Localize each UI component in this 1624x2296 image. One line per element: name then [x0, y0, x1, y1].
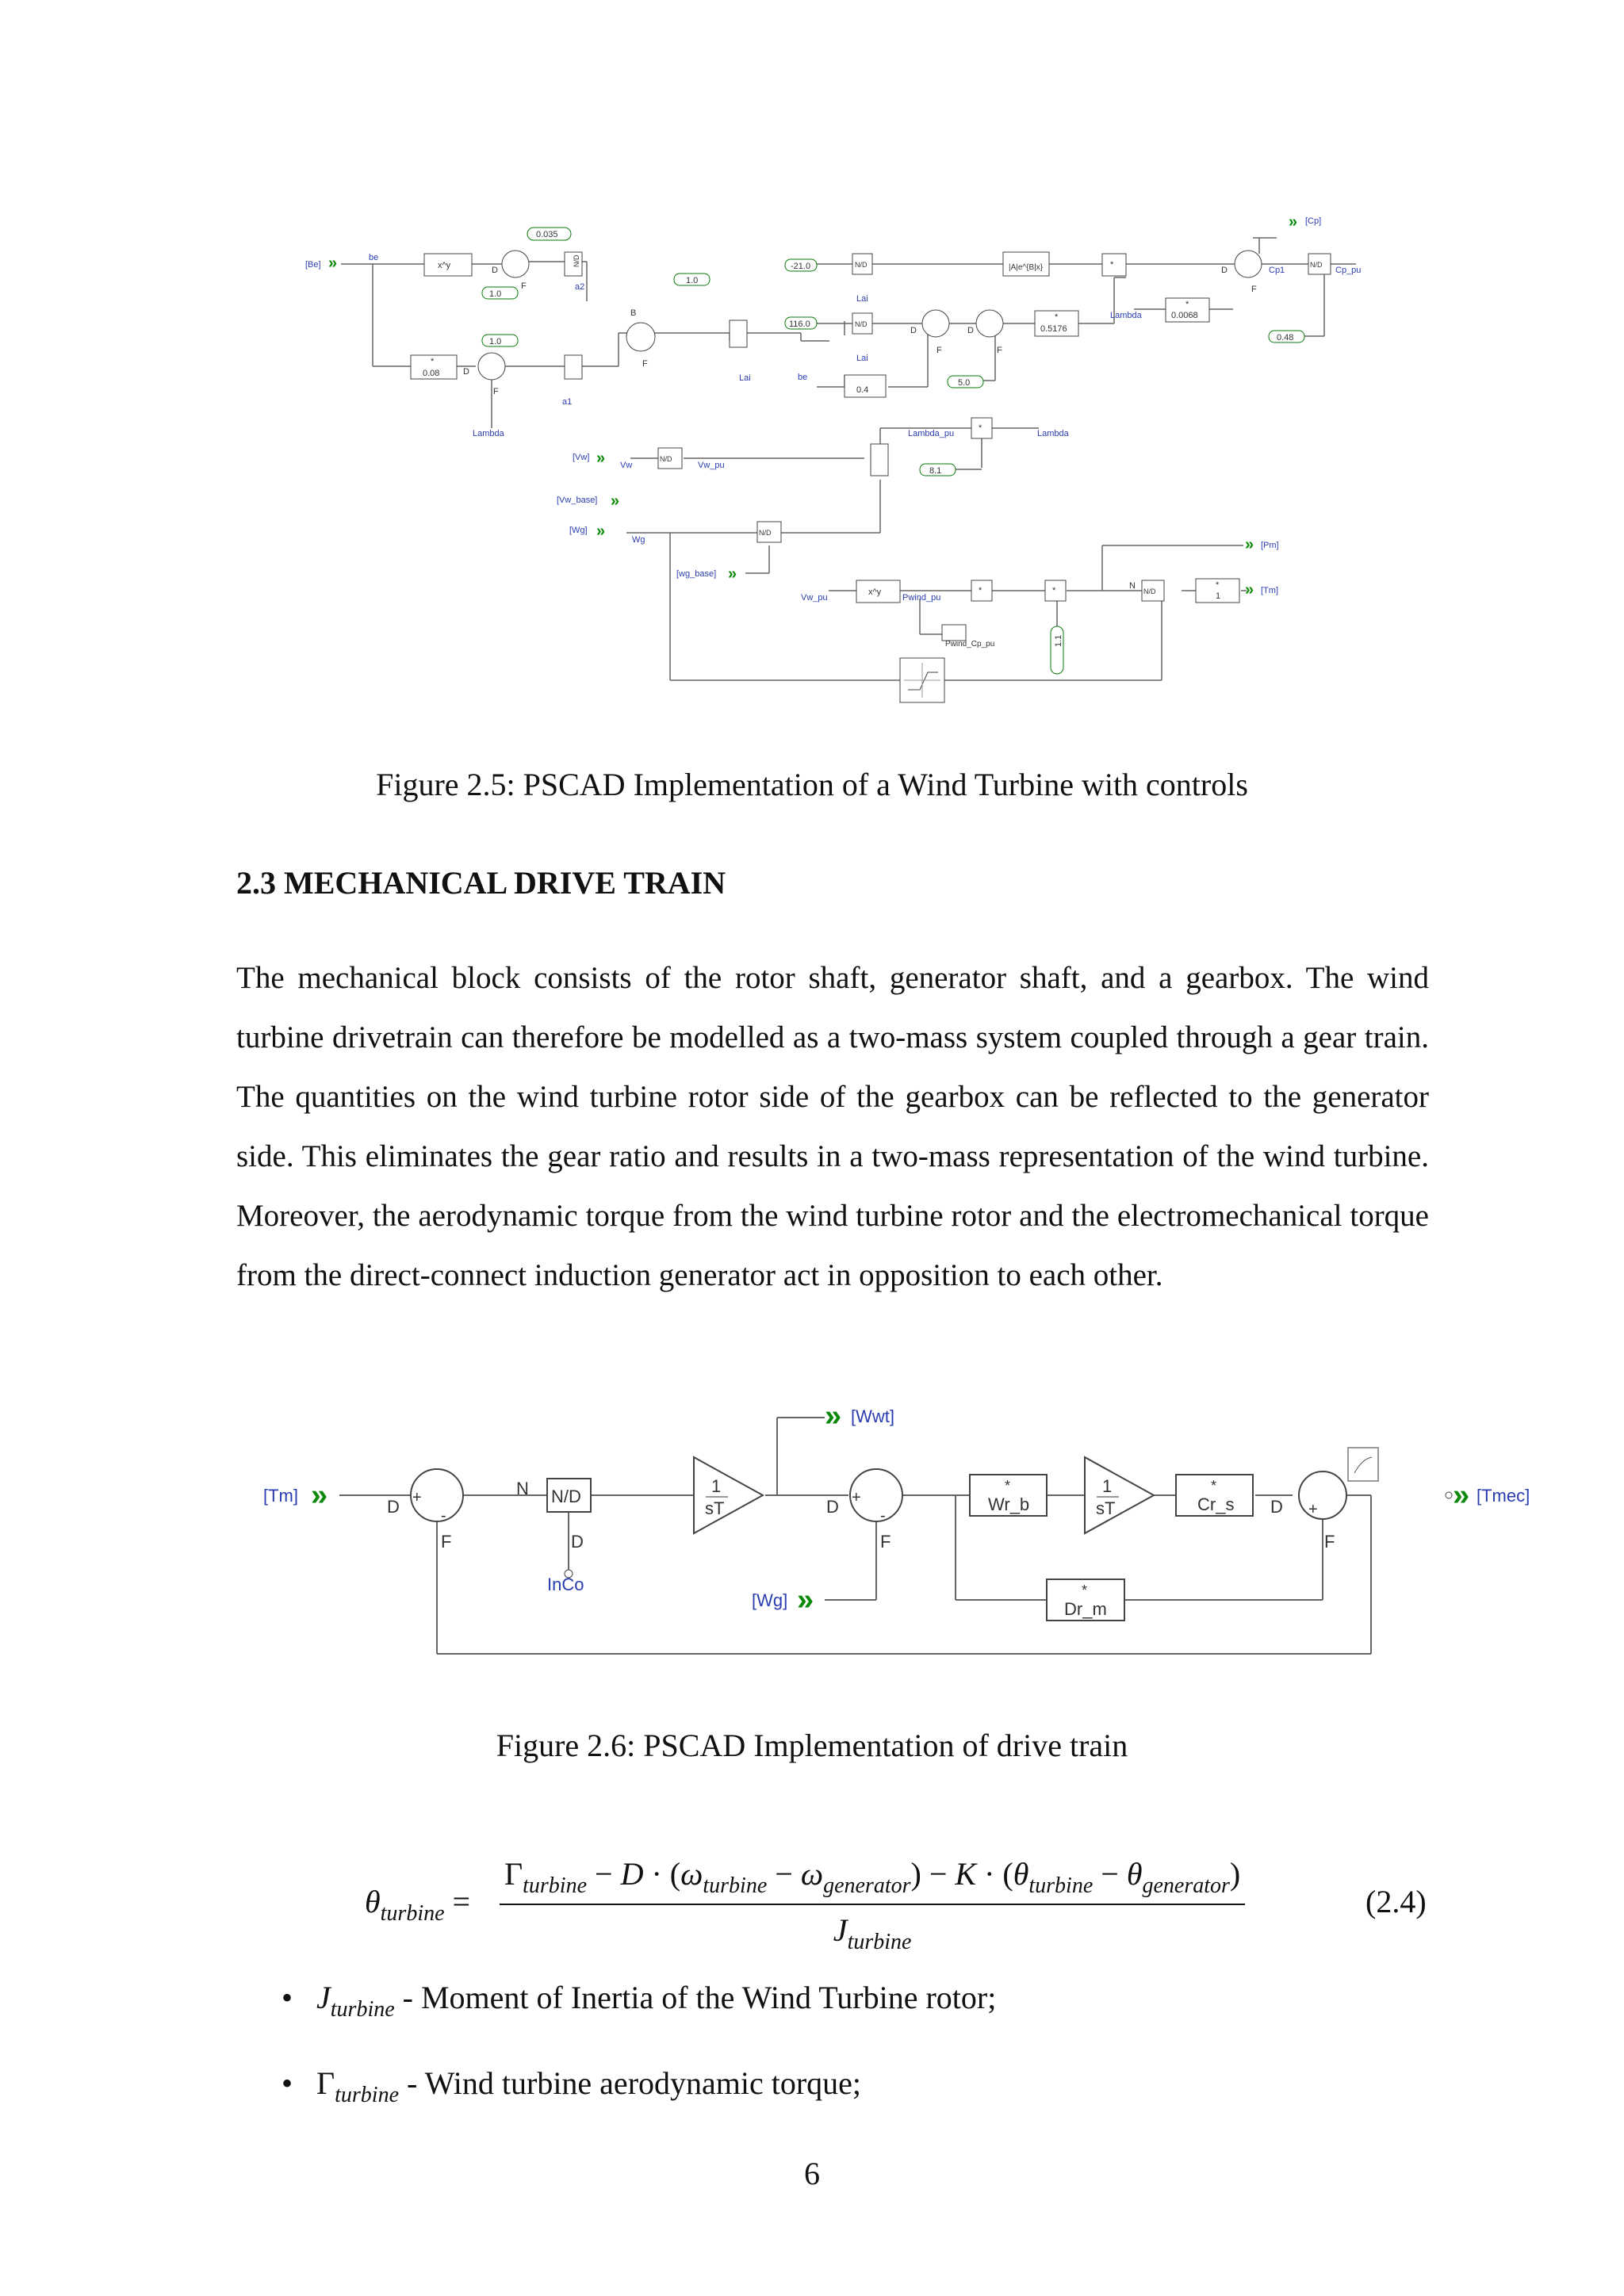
svg-text:D: D — [910, 326, 917, 335]
svg-text:N/D: N/D — [855, 261, 868, 269]
svg-text:[Vw]: [Vw] — [573, 453, 590, 462]
svg-text:*: * — [1055, 312, 1059, 322]
svg-text:D: D — [1221, 266, 1228, 275]
svg-text:D: D — [1270, 1497, 1283, 1517]
svg-text:N/D: N/D — [759, 529, 772, 537]
equation-number: (2.4) — [1365, 1884, 1427, 1919]
svg-text:N/D: N/D — [855, 320, 868, 328]
svg-text:*: * — [431, 357, 435, 366]
svg-text:1.1: 1.1 — [1054, 634, 1063, 647]
integrator-2 — [1085, 1457, 1154, 1533]
svg-text:Lai: Lai — [739, 373, 751, 383]
svg-text:»: » — [596, 450, 606, 467]
svg-text:F: F — [1324, 1532, 1335, 1552]
svg-text:*: * — [1185, 300, 1189, 309]
svg-text:F: F — [441, 1532, 452, 1552]
svg-text:a2: a2 — [575, 282, 585, 292]
equation-denominator: $J_{turbine}$ — [833, 1912, 912, 1954]
svg-text:N/D: N/D — [660, 455, 672, 463]
figure-2-6-caption: Figure 2.6: PSCAD Implementation of drive train — [496, 1728, 1128, 1763]
svg-text:be: be — [798, 373, 808, 382]
equation-2-4 — [365, 1855, 1435, 1958]
svg-text:D: D — [967, 326, 974, 335]
svg-text:*: * — [1052, 586, 1056, 595]
svg-text:x^y: x^y — [868, 587, 882, 597]
svg-text:»: » — [596, 522, 606, 540]
equation-lhs: $\theta_{turbine}$ = — [365, 1884, 471, 1926]
svg-text:D: D — [463, 367, 469, 377]
svg-text:1: 1 — [1216, 591, 1221, 601]
svg-text:*: * — [1110, 260, 1114, 270]
svg-text:+: + — [852, 1489, 861, 1506]
svg-text:Lambda: Lambda — [1037, 429, 1069, 438]
svg-text:Vw_pu: Vw_pu — [801, 593, 828, 603]
svg-text:Lai: Lai — [856, 354, 868, 363]
svg-text:*: * — [979, 423, 982, 433]
svg-text:F: F — [642, 359, 648, 369]
svg-text:1.0: 1.0 — [489, 289, 502, 299]
tm-input-tag: [Tm] — [263, 1486, 298, 1506]
svg-text:N/D: N/D — [1143, 587, 1156, 595]
bullet-dot-icon: • — [282, 1980, 293, 2015]
section-heading: 2.3 MECHANICAL DRIVE TRAIN — [236, 865, 726, 901]
svg-text:Cp_pu: Cp_pu — [1335, 266, 1362, 275]
svg-text:D: D — [571, 1532, 584, 1552]
svg-text:Dr_m: Dr_m — [1064, 1599, 1107, 1619]
const-neg21: -21.0 — [791, 262, 811, 271]
svg-text:Wr_b: Wr_b — [988, 1494, 1030, 1514]
svg-text:F: F — [880, 1532, 891, 1552]
svg-text:»: » — [1245, 536, 1254, 553]
wwt-arrow-icon: » — [825, 1399, 842, 1433]
svg-text:D: D — [826, 1497, 839, 1517]
const-008: 0.08 — [423, 369, 440, 378]
wwt-output-tag: [Wwt] — [851, 1406, 894, 1426]
svg-text:+: + — [412, 1489, 422, 1506]
meter-icon — [1348, 1448, 1378, 1481]
svg-text:Lai: Lai — [856, 294, 868, 304]
tmec-arrow-icon: » — [1453, 1479, 1470, 1512]
svg-text:*: * — [979, 586, 982, 595]
svg-text:0.5176: 0.5176 — [1040, 324, 1067, 334]
svg-text:Cr_s: Cr_s — [1197, 1494, 1235, 1514]
svg-text:F: F — [936, 346, 942, 355]
svg-text:»: » — [1245, 581, 1254, 599]
svg-text:-: - — [441, 1507, 446, 1525]
svg-text:N: N — [516, 1479, 529, 1498]
be-tag: [Be] — [305, 260, 321, 270]
svg-text:1.0: 1.0 — [686, 276, 699, 285]
svg-text:Pwind_pu: Pwind_pu — [902, 593, 941, 603]
svg-text:»: » — [1289, 213, 1298, 231]
svg-text:0.48: 0.48 — [1277, 333, 1294, 342]
svg-text:1.0: 1.0 — [489, 337, 502, 346]
svg-text:N/D: N/D — [573, 254, 580, 267]
svg-text:F: F — [997, 346, 1002, 355]
svg-text:Vw: Vw — [620, 461, 633, 470]
figure-drive-train-diagram — [254, 1395, 1554, 1665]
body-paragraph: The mechanical block consists of the rotor shaft, generator shaft, and a gearbox. The wind turbine drivetrain can therefore be modelled as a two-mass system coupled through a gear train. The quantities on the wind turbine rotor side of the gearbox can be reflected to the generator side. This eliminates the gear ratio and results in a two-mass representation of the wind turbine. Moreover, the aerodynamic torque from the wind turbine rotor and the electromechanical torque from the direct-connect induction generator act in opposition to each other. — [236, 961, 1429, 1292]
svg-text:[Vw_base]: [Vw_base] — [557, 496, 598, 505]
svg-text:N/D: N/D — [1310, 261, 1323, 269]
svg-text:N/D: N/D — [551, 1487, 581, 1506]
tmec-output-tag: [Tmec] — [1477, 1486, 1530, 1506]
page-number: 6 — [804, 2156, 820, 2191]
const-0035: 0.035 — [536, 230, 558, 239]
wg-input-tag: [Wg] — [752, 1590, 788, 1610]
svg-text:Wg: Wg — [632, 535, 645, 545]
svg-text:F: F — [521, 281, 527, 291]
bullet-dot-icon: • — [282, 2065, 293, 2101]
svg-text:0.4: 0.4 — [856, 385, 869, 395]
svg-text:+: + — [1308, 1501, 1318, 1518]
svg-text:F: F — [1251, 285, 1257, 294]
power-block-1: x^y — [438, 261, 451, 270]
wg-arrow-icon: » — [797, 1583, 814, 1617]
summer-3 — [1299, 1471, 1346, 1519]
svg-text:B: B — [630, 308, 637, 318]
svg-text:sT: sT — [1096, 1498, 1116, 1518]
svg-text:»: » — [611, 492, 620, 510]
integrator-1 — [694, 1457, 763, 1533]
svg-text:»: » — [328, 254, 338, 272]
svg-text:[Tm]: [Tm] — [1261, 586, 1278, 595]
inco-label: InCo — [547, 1575, 584, 1594]
svg-text:Cp1: Cp1 — [1269, 266, 1285, 275]
figure-wind-turbine-diagram — [293, 202, 1372, 718]
svg-text:F: F — [493, 387, 499, 396]
svg-text:[Pm]: [Pm] — [1261, 541, 1279, 550]
svg-text:*: * — [1005, 1478, 1011, 1494]
svg-text:»: » — [728, 565, 737, 583]
tm-input-arrow-icon: » — [311, 1479, 328, 1512]
svg-text:D: D — [492, 266, 498, 275]
svg-text:Vw_pu: Vw_pu — [698, 461, 725, 470]
svg-text:Lambda: Lambda — [1110, 311, 1142, 320]
svg-text:1: 1 — [711, 1476, 722, 1496]
svg-text:N: N — [1129, 581, 1136, 591]
figure-2-5-caption: Figure 2.5: PSCAD Implementation of a Wind Turbine with controls — [376, 767, 1248, 802]
svg-text:1: 1 — [1102, 1476, 1113, 1496]
svg-text:5.0: 5.0 — [958, 378, 971, 388]
equation-numerator: $\Gamma_{turbine} - D \cdot (\omega_{turbine} - \omega_{generator}) - K \cdot (\theta_{turbine} - \theta_{generator})$ — [500, 1855, 1245, 1905]
svg-text:0.0068: 0.0068 — [1171, 311, 1198, 320]
svg-text:8.1: 8.1 — [929, 466, 942, 476]
const-116: 116.0 — [789, 320, 810, 329]
equation-fraction — [500, 1855, 1245, 1955]
svg-text:[wg_base]: [wg_base] — [676, 569, 717, 579]
svg-text:D: D — [387, 1497, 400, 1517]
svg-text:Lambda_pu: Lambda_pu — [908, 429, 955, 438]
svg-text:Lambda: Lambda — [473, 429, 504, 438]
svg-text:Pwind_Cp_pu: Pwind_Cp_pu — [945, 640, 995, 649]
svg-text:*: * — [1211, 1478, 1217, 1494]
svg-text:*: * — [1082, 1582, 1088, 1598]
svg-text:-: - — [880, 1507, 886, 1525]
svg-text:[Cp]: [Cp] — [1305, 216, 1322, 226]
svg-text:be: be — [369, 253, 379, 262]
svg-text:*: * — [1216, 580, 1220, 590]
svg-text:a1: a1 — [562, 397, 573, 407]
svg-text:sT: sT — [705, 1498, 725, 1518]
svg-text:[Wg]: [Wg] — [569, 526, 588, 535]
svg-text:|A|e^{B|x}: |A|e^{B|x} — [1009, 263, 1044, 272]
